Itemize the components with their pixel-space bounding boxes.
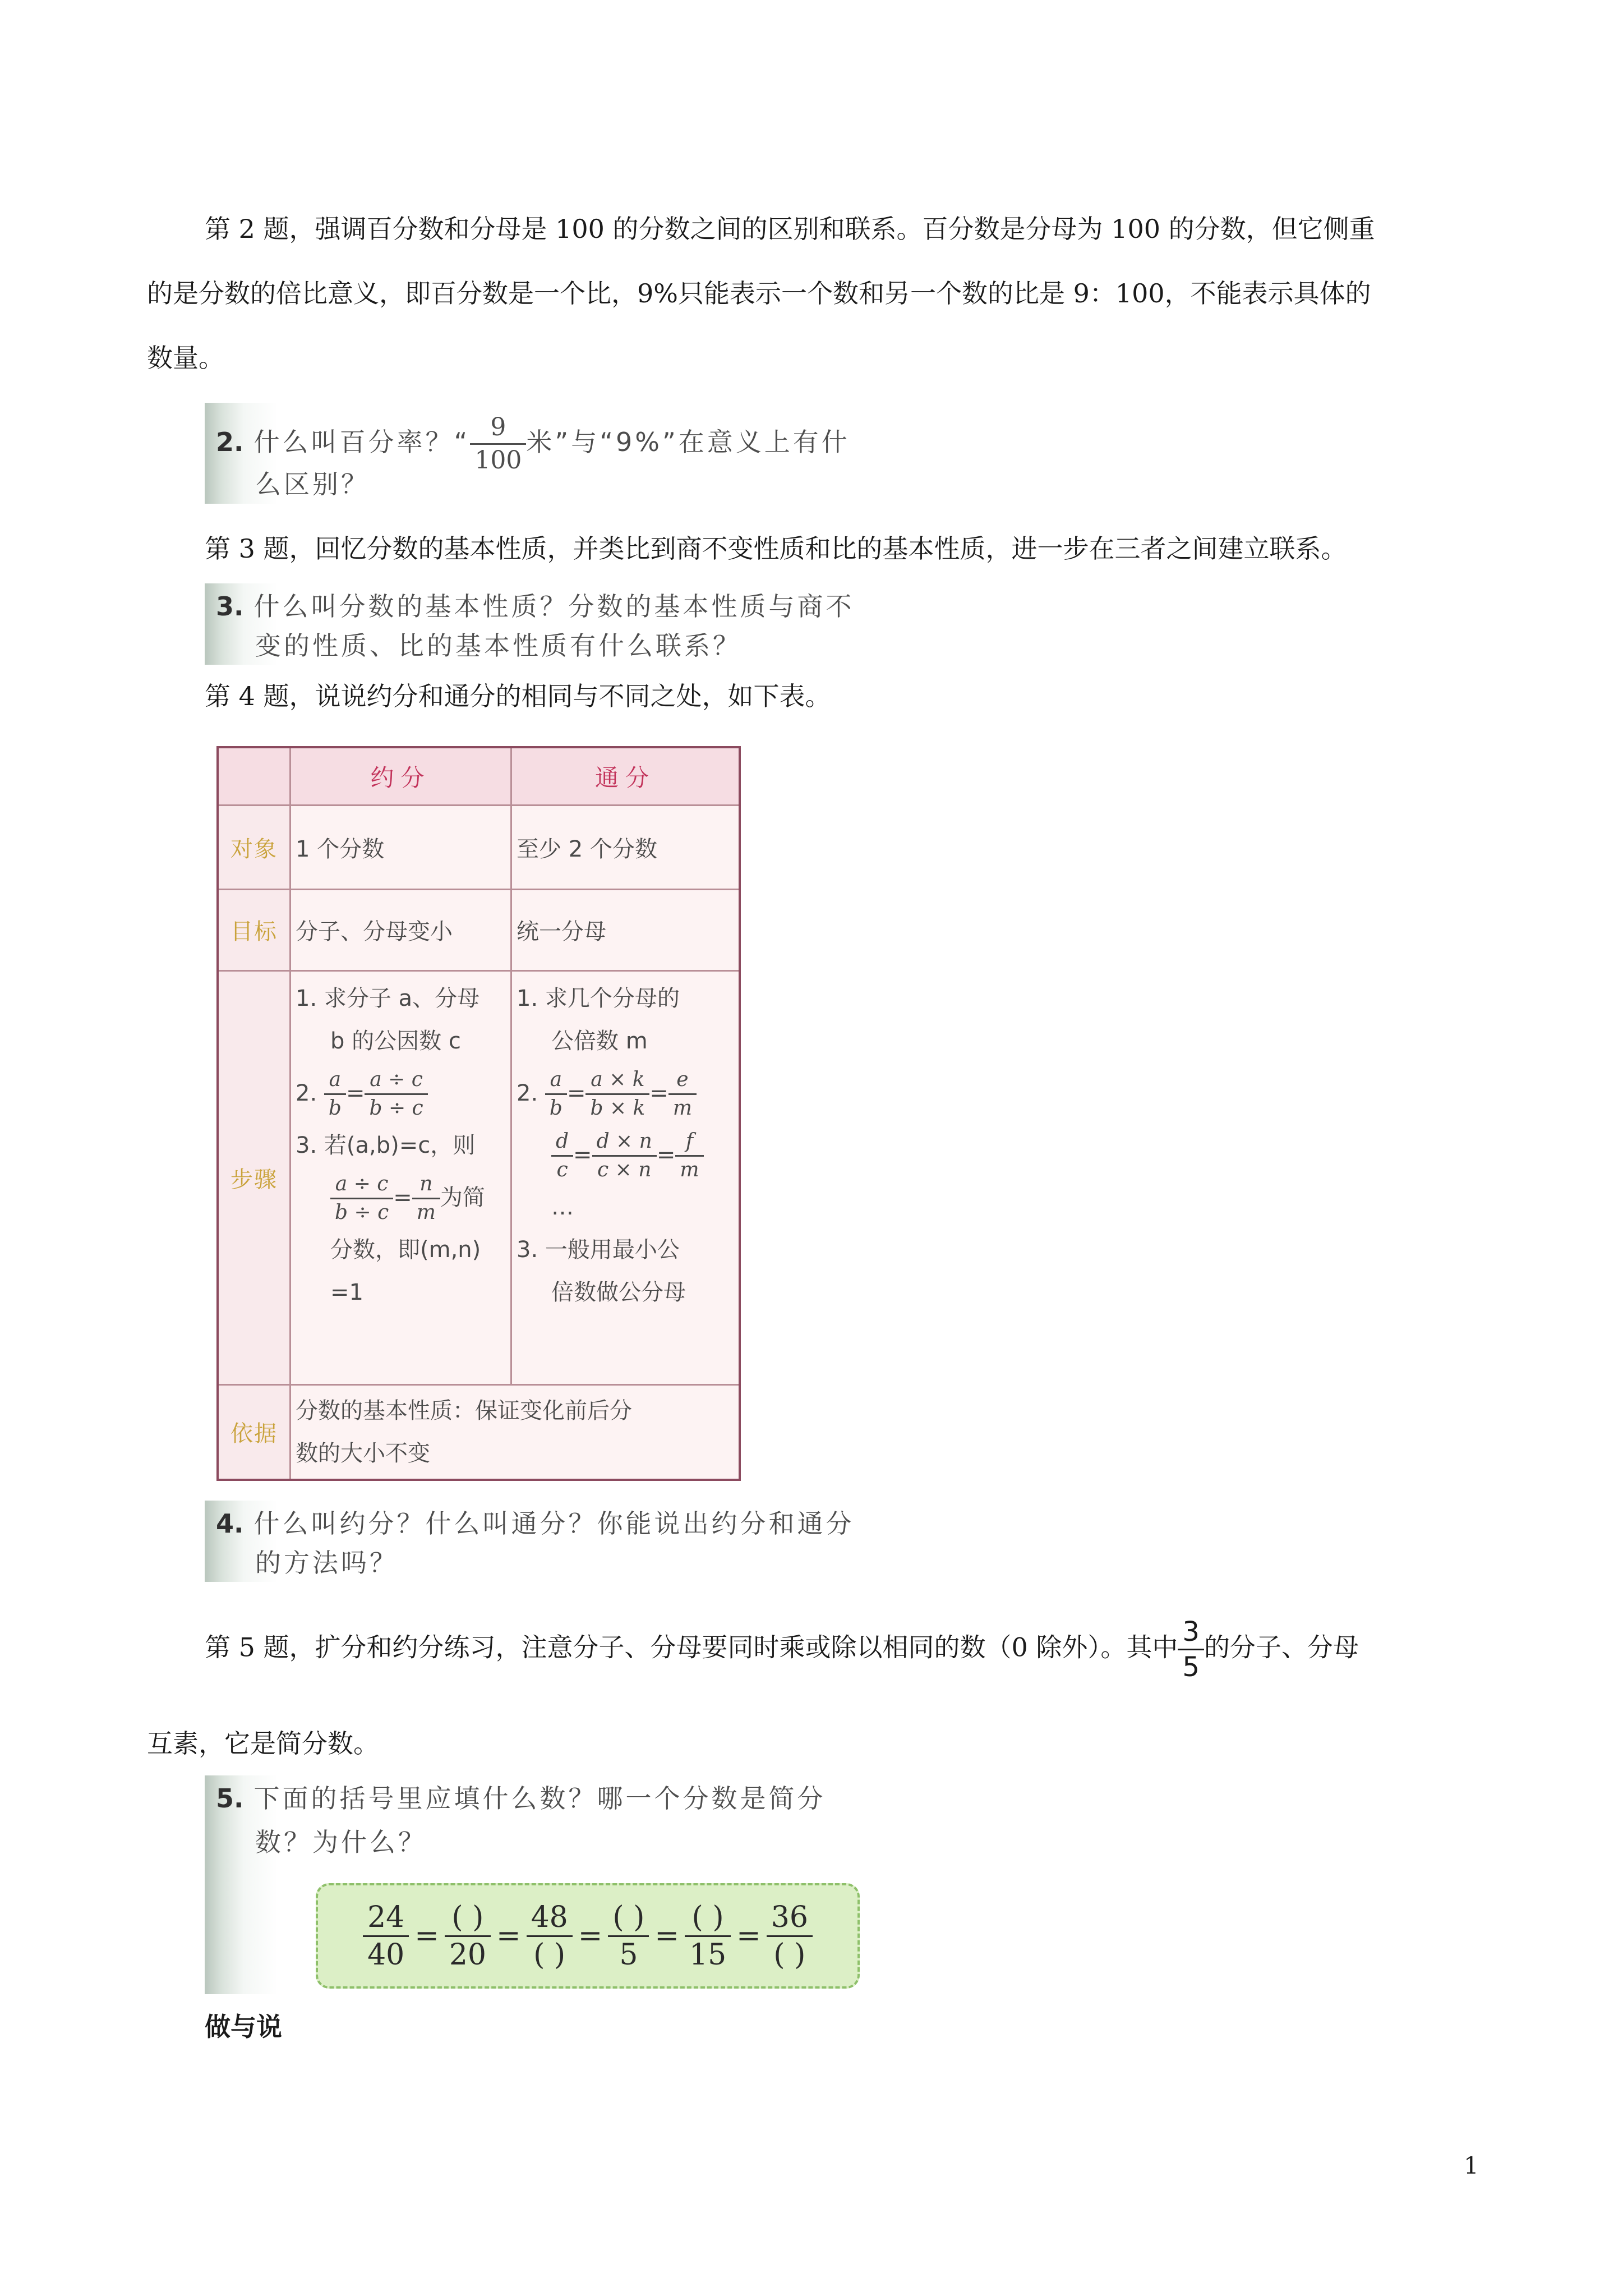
cell-object-yuefen: 1 个分数 (291, 805, 511, 889)
fraction-9-100 (470, 415, 526, 473)
fraction (668, 1070, 697, 1119)
tf-step3a: 3. 一般用最小公 (517, 1236, 680, 1263)
fraction-denominator: 100 (474, 446, 522, 475)
fraction-numerator: 24 (363, 1903, 409, 1937)
fraction-numerator: 36 (767, 1903, 813, 1937)
step-text: 为简 (440, 1184, 485, 1211)
question-5-line1 (216, 1783, 826, 1814)
fraction (585, 1070, 649, 1119)
fraction-numerator: e (668, 1070, 697, 1095)
yf-step3b: $\frac{a \div c}{b \div c}$ = $\frac{n}{m}$ 为简 (296, 1167, 506, 1228)
cell-goal-tongfen: 统一分母 (511, 889, 740, 970)
tf-step3b: 倍数做公分母 (551, 1279, 686, 1305)
fraction-numerator: a × k (585, 1070, 649, 1095)
row-label-object: 对象 (218, 805, 291, 889)
tf-step1b: 公倍数 m (551, 1028, 648, 1054)
question-3-line2: 变的性质、比的基本性质有什么联系？ (255, 631, 741, 661)
basis-line2: 数的大小不变 (296, 1440, 430, 1466)
fraction-equation-box (316, 1883, 860, 1989)
table-header-tongfen: 通分 (511, 747, 740, 805)
question-number: 2. (216, 427, 244, 457)
question-3-line1 (216, 591, 855, 622)
basis-line1: 分数的基本性质：保证变化前后分 (296, 1397, 632, 1424)
question-4-text: 什么叫约分？什么叫通分？你能说出约分和通分 (253, 1508, 855, 1539)
equals-sign: = (414, 1919, 439, 1953)
tf-step2b: $\frac{d}{c}$ = $\frac{d \times n}{c \times n}$ = $\frac{f}{m}$ (517, 1124, 734, 1186)
yf-step3a: 3. 若(a,b)=c，则 (296, 1132, 476, 1158)
fraction (608, 1900, 649, 1972)
table-row (218, 970, 740, 1384)
fraction (365, 1070, 427, 1119)
fraction (324, 1070, 346, 1119)
para-q2-line2: 的是分数的倍比意义，即百分数是一个比，9%只能表示一个数和另一个数的比是 9：100，不能表示具体的 (147, 278, 1371, 309)
fraction-denominator: b ÷ c (369, 1097, 423, 1120)
question-4-line1 (216, 1508, 855, 1539)
question-5-line2: 数？为什么？ (255, 1827, 427, 1857)
table-row (218, 889, 740, 970)
fraction-denominator: m (672, 1097, 693, 1120)
table-header-yuefen: 约分 (291, 747, 511, 805)
question-4-line2: 的方法吗？ (255, 1548, 398, 1578)
question-number: 3. (216, 591, 244, 622)
tf-dots: … (551, 1194, 574, 1220)
fraction-denominator: ( ) (533, 1938, 566, 1972)
para-q5-line2: 互素，它是简分数。 (147, 1728, 379, 1759)
para-q5-line1 (205, 1618, 1359, 1681)
yf-step1a: 1. 求分子 a、分母 (296, 985, 480, 1011)
comparison-table (216, 746, 741, 1481)
section-heading-zuoyushuo: 做与说 (205, 2012, 282, 2042)
question-3-text: 什么叫分数的基本性质？分数的基本性质与商不 (253, 591, 855, 622)
equals-sign: = (654, 1919, 679, 1953)
step-index: 2. (517, 1080, 538, 1106)
fraction-numerator: n (412, 1174, 440, 1199)
table-row (218, 805, 740, 889)
fraction (767, 1900, 813, 1972)
fraction (330, 1174, 393, 1223)
para-q2-line3: 数量。 (147, 343, 224, 373)
equals-sign: = (578, 1919, 603, 1953)
fraction-denominator: 15 (689, 1938, 727, 1972)
cell-basis (291, 1384, 740, 1480)
para-q5-text-pre: 第 5 题，扩分和约分练习，注意分子、分母要同时乘或除以相同的数（0 除外）。其中 (205, 1632, 1178, 1663)
fraction-numerator: ( ) (445, 1903, 491, 1937)
para-q5-text-post: 的分子、分母 (1204, 1632, 1359, 1663)
fraction-numerator: 48 (527, 1903, 573, 1937)
fraction (545, 1070, 567, 1119)
fraction-denominator: b ÷ c (335, 1201, 389, 1224)
equals-sign: = (496, 1919, 521, 1953)
step-index: 2. (296, 1080, 317, 1106)
question-2-text-post: 米”与“9%”在意义上有什 (526, 427, 850, 457)
row-label-goal: 目标 (218, 889, 291, 970)
fraction-numerator: ( ) (685, 1903, 731, 1937)
yf-step3d: =1 (330, 1279, 363, 1305)
fraction-denominator: b × k (590, 1097, 645, 1120)
fraction-denominator: 40 (367, 1938, 405, 1972)
fraction-denominator: m (680, 1158, 699, 1181)
fraction-numerator: a ÷ c (330, 1174, 393, 1199)
fraction-denominator: 5 (619, 1938, 638, 1972)
row-label-basis: 依据 (218, 1384, 291, 1480)
cell-steps-tongfen (511, 970, 740, 1384)
fraction-denominator: m (416, 1201, 436, 1224)
question-4-box (205, 1501, 979, 1582)
question-2-text-pre: 什么叫百分率？“ (253, 427, 471, 457)
row-label-steps: 步骤 (218, 970, 291, 1384)
fraction-numerator: a (545, 1070, 567, 1095)
question-2-line1 (216, 415, 850, 473)
fraction-denominator: 20 (449, 1938, 486, 1972)
fraction-numerator: d × n (592, 1131, 657, 1157)
cell-goal-yuefen: 分子、分母变小 (291, 889, 511, 970)
yf-step1b: b 的公因数 c (330, 1028, 461, 1054)
para-q2-line1: 第 2 题，强调百分数和分母是 100 的分数之间的区别和联系。百分数是分母为 100 的分数，但它侧重 (205, 214, 1375, 244)
fraction (412, 1174, 440, 1223)
fraction (445, 1900, 491, 1972)
question-2-line2: 么区别？ (255, 469, 370, 499)
fraction (551, 1131, 573, 1180)
fraction-numerator: 3 (1178, 1618, 1204, 1650)
tf-step1a: 1. 求几个分母的 (517, 985, 680, 1011)
fraction (685, 1900, 731, 1972)
fraction-numerator: f (675, 1131, 703, 1157)
fraction (675, 1131, 703, 1180)
page-number: 1 (1464, 2152, 1479, 2179)
yf-step3c: 分数，即(m,n) (330, 1236, 481, 1263)
question-number: 5. (216, 1783, 244, 1814)
table-corner (218, 747, 291, 805)
question-5-text: 下面的括号里应填什么数？哪一个分数是简分 (253, 1783, 826, 1814)
yf-step2: 2. $\frac{a}{b}$ = $\frac{a \div c}{b \div c}$ (296, 1062, 506, 1124)
equals-sign: = (736, 1919, 761, 1953)
question-2-box (205, 403, 979, 504)
fraction-denominator: b (549, 1097, 562, 1120)
fraction-denominator: c (556, 1158, 568, 1181)
fraction (592, 1131, 657, 1180)
fraction (363, 1900, 409, 1972)
question-number: 4. (216, 1508, 244, 1539)
tf-step2a: 2. $\frac{a}{b}$ = $\frac{a \times k}{b \times k}$ = $\frac{e}{m}$ (517, 1062, 734, 1124)
cell-object-tongfen: 至少 2 个分数 (511, 805, 740, 889)
table-row (218, 1384, 740, 1480)
fraction-denominator: 5 (1182, 1651, 1200, 1683)
fraction-denominator: ( ) (773, 1938, 806, 1972)
fraction (527, 1900, 573, 1972)
fraction-numerator: a (324, 1070, 346, 1095)
cell-steps-yuefen (291, 970, 511, 1384)
para-q3: 第 3 题，回忆分数的基本性质，并类比到商不变性质和比的基本性质，进一步在三者之间建立联系。 (205, 533, 1347, 564)
fraction-3-5 (1178, 1618, 1204, 1681)
fraction-numerator: a ÷ c (365, 1070, 427, 1095)
fraction-numerator: d (551, 1131, 573, 1157)
question-3-box (205, 583, 979, 665)
para-q4: 第 4 题，说说约分和通分的相同与不同之处，如下表。 (205, 681, 831, 711)
fraction-numerator: ( ) (608, 1903, 649, 1937)
fraction-denominator: c × n (597, 1158, 652, 1181)
fraction-numerator: 9 (470, 415, 526, 445)
fraction-denominator: b (328, 1097, 342, 1120)
